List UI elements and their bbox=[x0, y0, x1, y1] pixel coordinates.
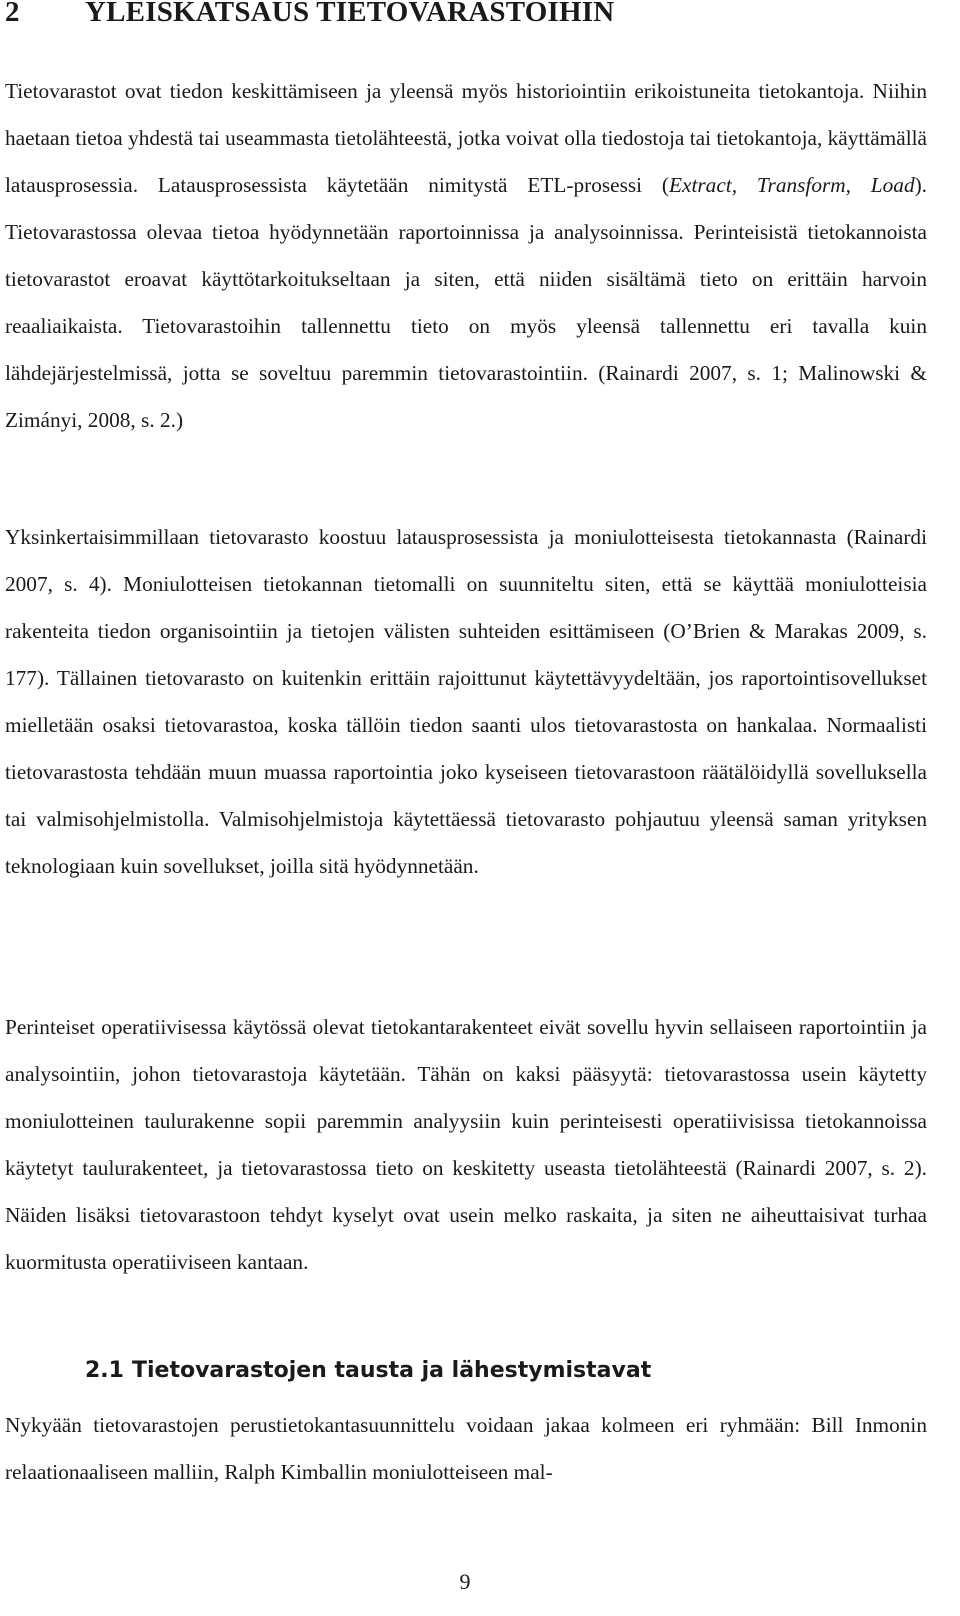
paragraph-3: Perinteiset operatiivisessa käytössä olevat tietokantarakenteet eivät sovellu hyvin sellaiseen raportointiin ja analysointiin, johon tietovarastoja käytetään. Tähän on kaksi pääsyytä: tietovarastossa usein käytetty moniulotteinen taulurakenne sopii paremmin analyysiin kuin perinteisesti operatiivisissa tietokannoissa käytetyt taulurakenteet, ja tietovarastossa tieto on keskitetty useasta tietolähteestä (Rainardi 2007, s. 2). Näiden lisäksi tietovarastoon tehdyt kyselyt ovat usein melko raskaita, ja siten ne aiheuttaisivat turhaa kuormitusta operatiiviseen kantaan. bbox=[5, 1015, 927, 1274]
paragraph-1 bbox=[5, 68, 927, 444]
section-title: Tietovarastojen tausta ja lähestymistavat bbox=[131, 1358, 652, 1383]
chapter-number: 2 bbox=[5, 0, 20, 28]
chapter-title: YLEISKATSAUS TIETOVARASTOIHIN bbox=[85, 0, 615, 28]
paragraph-1-text-a: Tietovarastot ovat tiedon keskittämiseen ja yleensä myös historiointiin erikoistuneita tietokantoja. Niihin haetaan tietoa yhdestä tai useammasta tietolähteestä, jotka voivat olla tiedostoja tai tietokantoja, käyttämällä latausprosessia. Latausprosessista käytetään nimitystä ETL-prosessi ( bbox=[5, 79, 927, 197]
section-heading bbox=[85, 1356, 651, 1386]
paragraph-4: Nykyään tietovarastojen perustietokantasuunnittelu voidaan jakaa kolmeen eri ryhmään: Bill Inmonin relaationaaliseen malliin, Ralph Kimballin moniulotteiseen mal- bbox=[5, 1413, 927, 1484]
page-number: 9 bbox=[459, 1569, 471, 1594]
chapter-heading bbox=[5, 0, 614, 30]
paragraph-2: Yksinkertaisimmillaan tietovarasto koostuu latausprosessista ja moniulotteisesta tietokannasta (Rainardi 2007, s. 4). Moniulotteisen tietokannan tietomalli on suunniteltu siten, että se käyttää moniulotteisia rakenteita tiedon organisointiin ja tietojen välisten suhteiden esittämiseen (O’Brien & Marakas 2009, s. 177). Tällainen tietovarasto on kuitenkin erittäin rajoittunut käytettävyydeltään, jos raportointisovellukset mielletään osaksi tietovarastoa, koska tällöin tiedon saanti ulos tietovarastosta on hankalaa. Normaalisti tietovarastosta tehdään muun muassa raportointia joko kyseiseen tietovarastoon räätälöidyllä sovelluksella tai valmisohjelmistolla. Valmisohjelmistoja käytettäessä tietovarasto pohjautuu yleensä saman yrityksen teknologiaan kuin sovellukset, joilla sitä hyödynnetään. bbox=[5, 525, 927, 878]
section-number: 2.1 bbox=[85, 1358, 124, 1383]
paragraph-1-text-b: ). Tietovarastossa olevaa tietoa hyödynnetään raportoinnissa ja analysoinnissa. Perinteisistä tietokannoista tietovarastot eroavat käyttötarkoitukseltaan ja siten, että niiden sisältämä tieto on erittäin harvoin reaaliaikaista. Tietovarastoihin tallennettu tieto on myös yleensä tallennettu eri tavalla kuin lähdejärjestelmissä, jotta se soveltuu paremmin tietovarastointiin. (Rainardi 2007, s. 1; Malinowski & Zimányi, 2008, s. 2.) bbox=[5, 173, 928, 432]
paragraph-1-italic: Extract, Transform, Load bbox=[669, 173, 915, 197]
